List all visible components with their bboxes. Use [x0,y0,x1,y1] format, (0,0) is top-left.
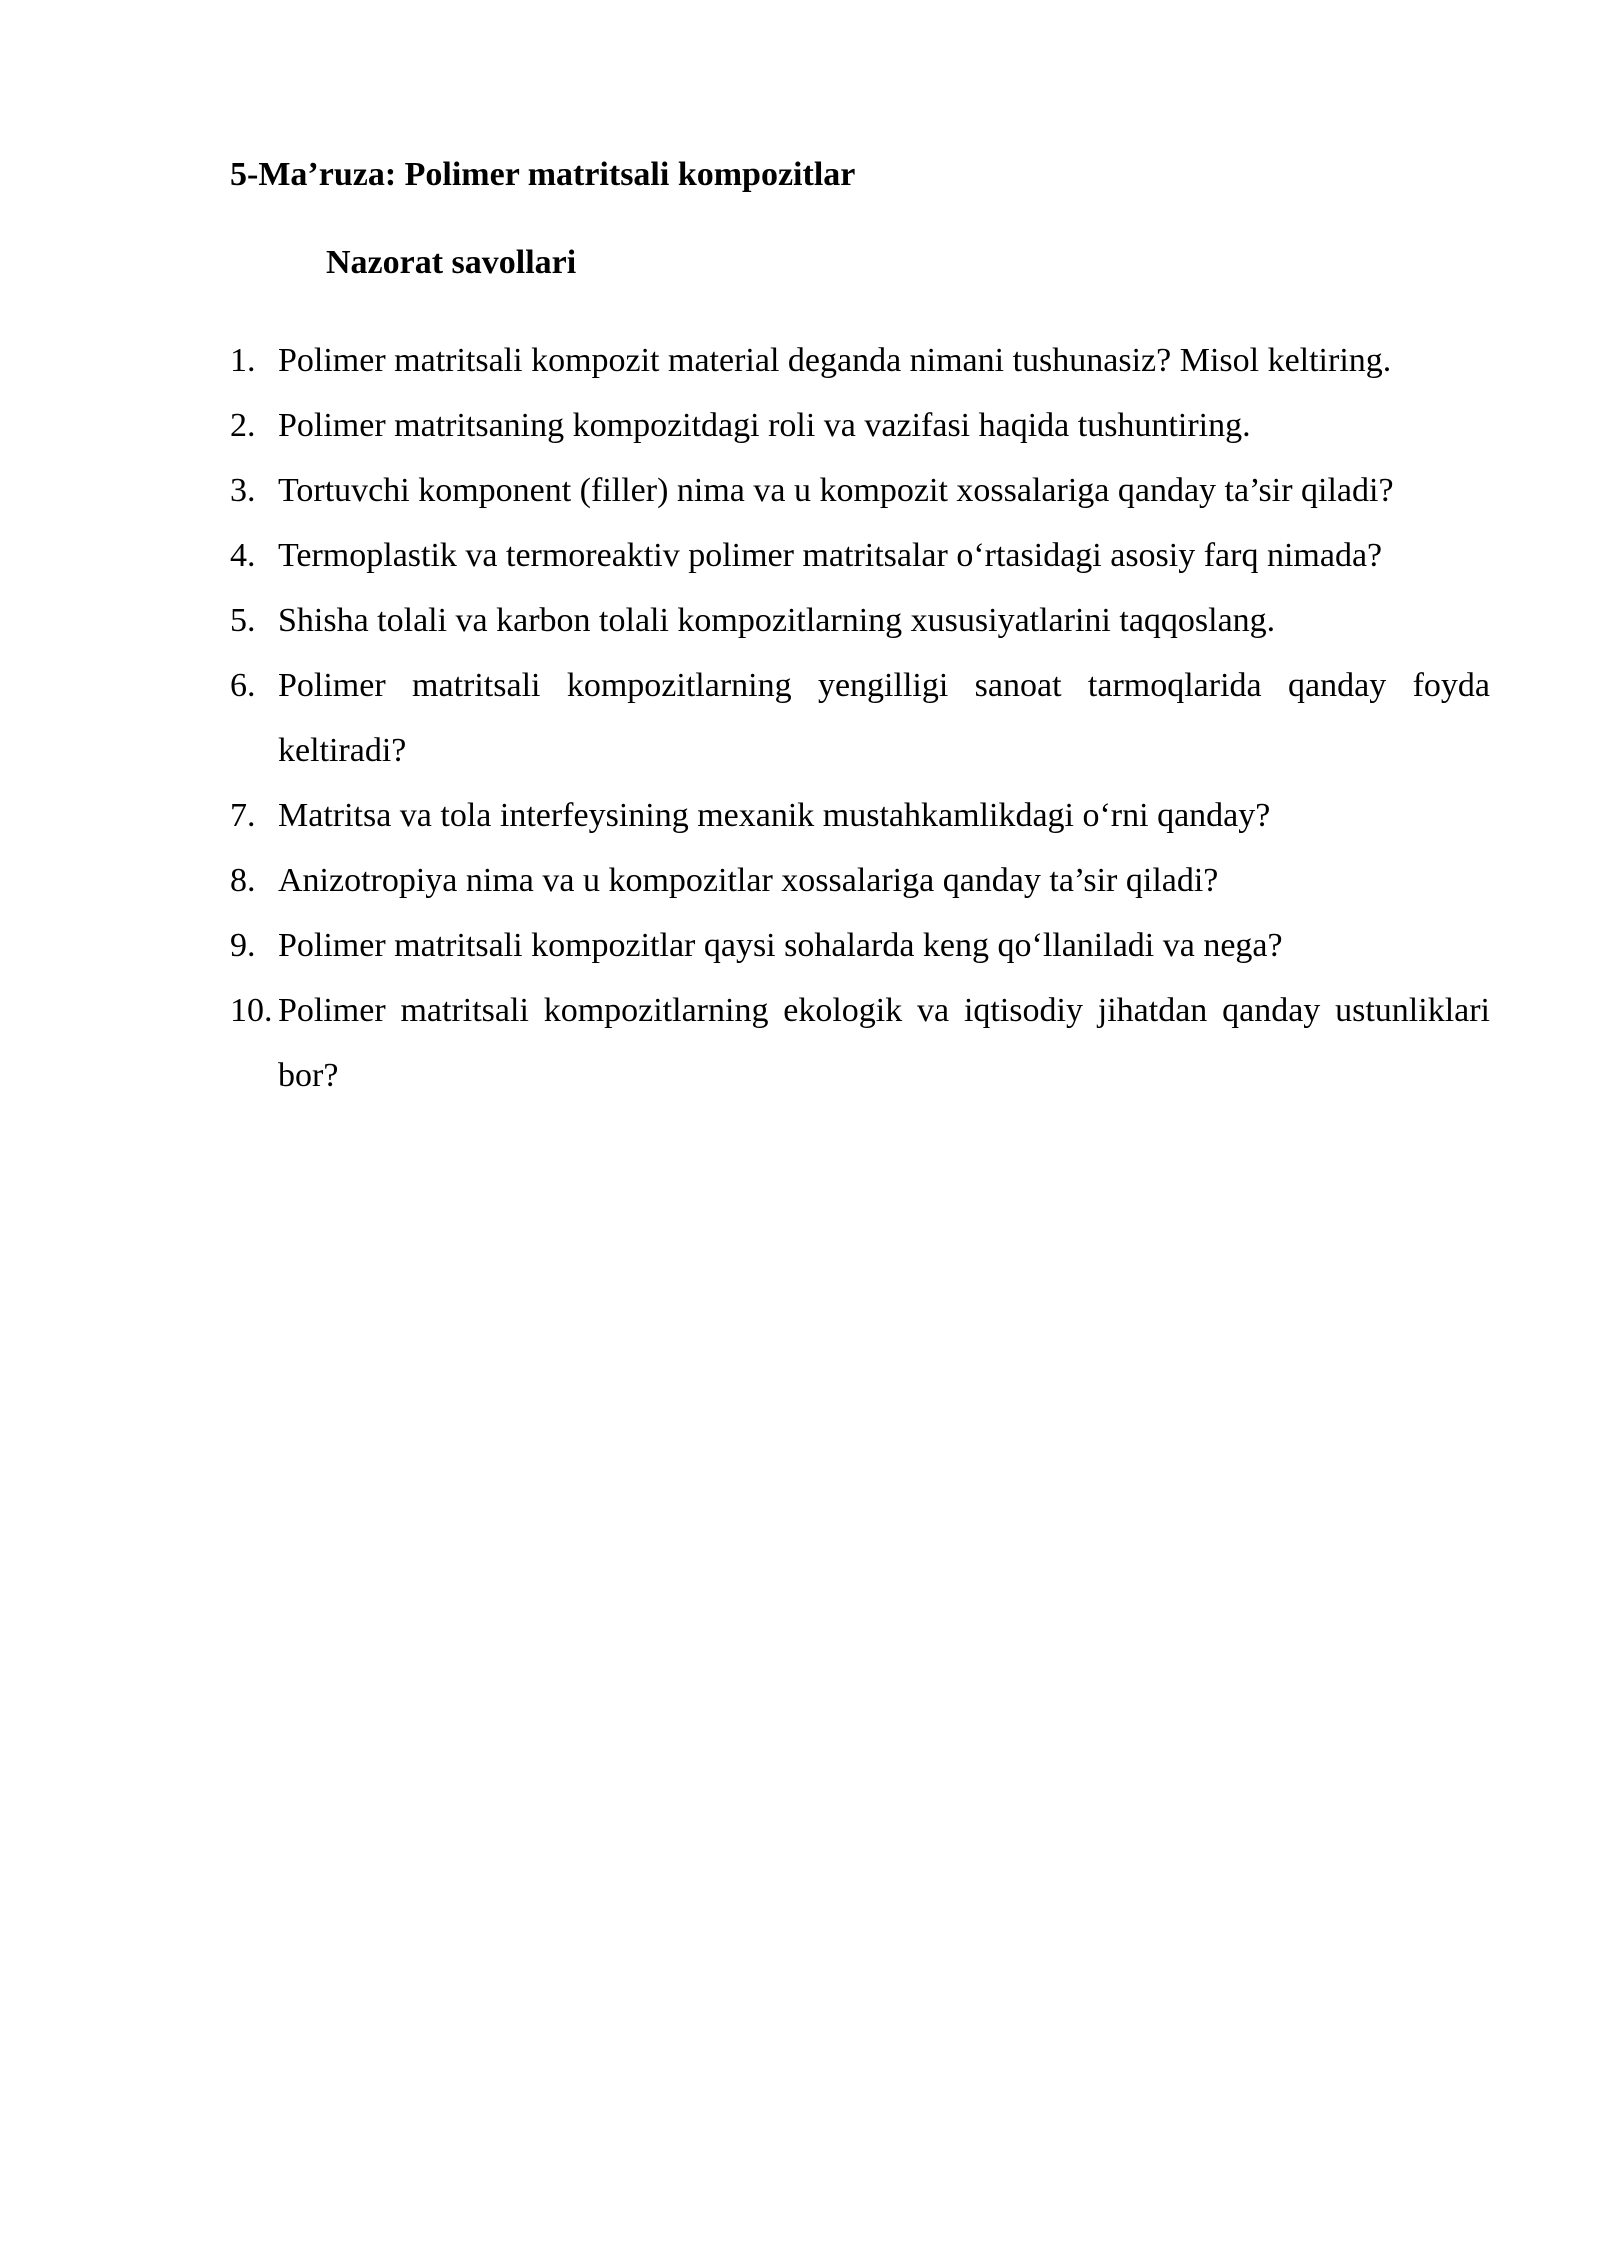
list-item [230,913,1490,978]
question-text: Polimer matritsali kompozitlarning ekologik va iqtisodiy jihatdan qanday ustunliklari bor? [278,992,1490,1094]
question-number: 6. [230,667,256,704]
question-text: Tortuvchi komponent (filler) nima va u kompozit xossalariga qanday ta’sir qiladi? [278,472,1394,509]
list-item [230,783,1490,848]
list-item [230,523,1490,588]
list-item [230,653,1490,783]
question-number: 3. [230,472,256,509]
question-number: 8. [230,862,256,899]
question-text: Anizotropiya nima va u kompozitlar xossalariga qanday ta’sir qiladi? [278,862,1219,899]
lecture-title: 5-Ma’ruza: Polimer matritsali kompozitlar [230,156,856,193]
question-number: 4. [230,537,256,574]
question-text: Polimer matritsali kompozitlar qaysi sohalarda keng qo‘llaniladi va nega? [278,927,1283,964]
question-number: 7. [230,797,256,834]
question-text: Polimer matritsali kompozitlarning yengilligi sanoat tarmoqlarida qanday foyda keltiradi? [278,667,1490,769]
question-text: Matritsa va tola interfeysining mexanik mustahkamlikdagi o‘rni qanday? [278,797,1271,834]
question-text: Polimer matritsaning kompozitdagi roli va vazifasi haqida tushuntiring. [278,407,1251,444]
question-text: Shisha tolali va karbon tolali kompozitlarning xususiyatlarini taqqoslang. [278,602,1276,639]
list-item [230,393,1490,458]
question-number: 9. [230,927,256,964]
question-text: Termoplastik va termoreaktiv polimer matritsalar o‘rtasidagi asosiy farq nimada? [278,537,1383,574]
section-subtitle: Nazorat savollari [326,244,577,281]
question-text: Polimer matritsali kompozit material deganda nimani tushunasiz? Misol keltiring. [278,342,1392,379]
list-item [230,328,1490,393]
list-item [230,458,1490,523]
question-number: 1. [230,342,256,379]
question-number: 5. [230,602,256,639]
list-item [230,588,1490,653]
list-item [230,978,1490,1108]
questions-list [230,328,1490,1108]
list-item [230,848,1490,913]
question-number: 2. [230,407,256,444]
question-number: 10. [230,992,273,1029]
